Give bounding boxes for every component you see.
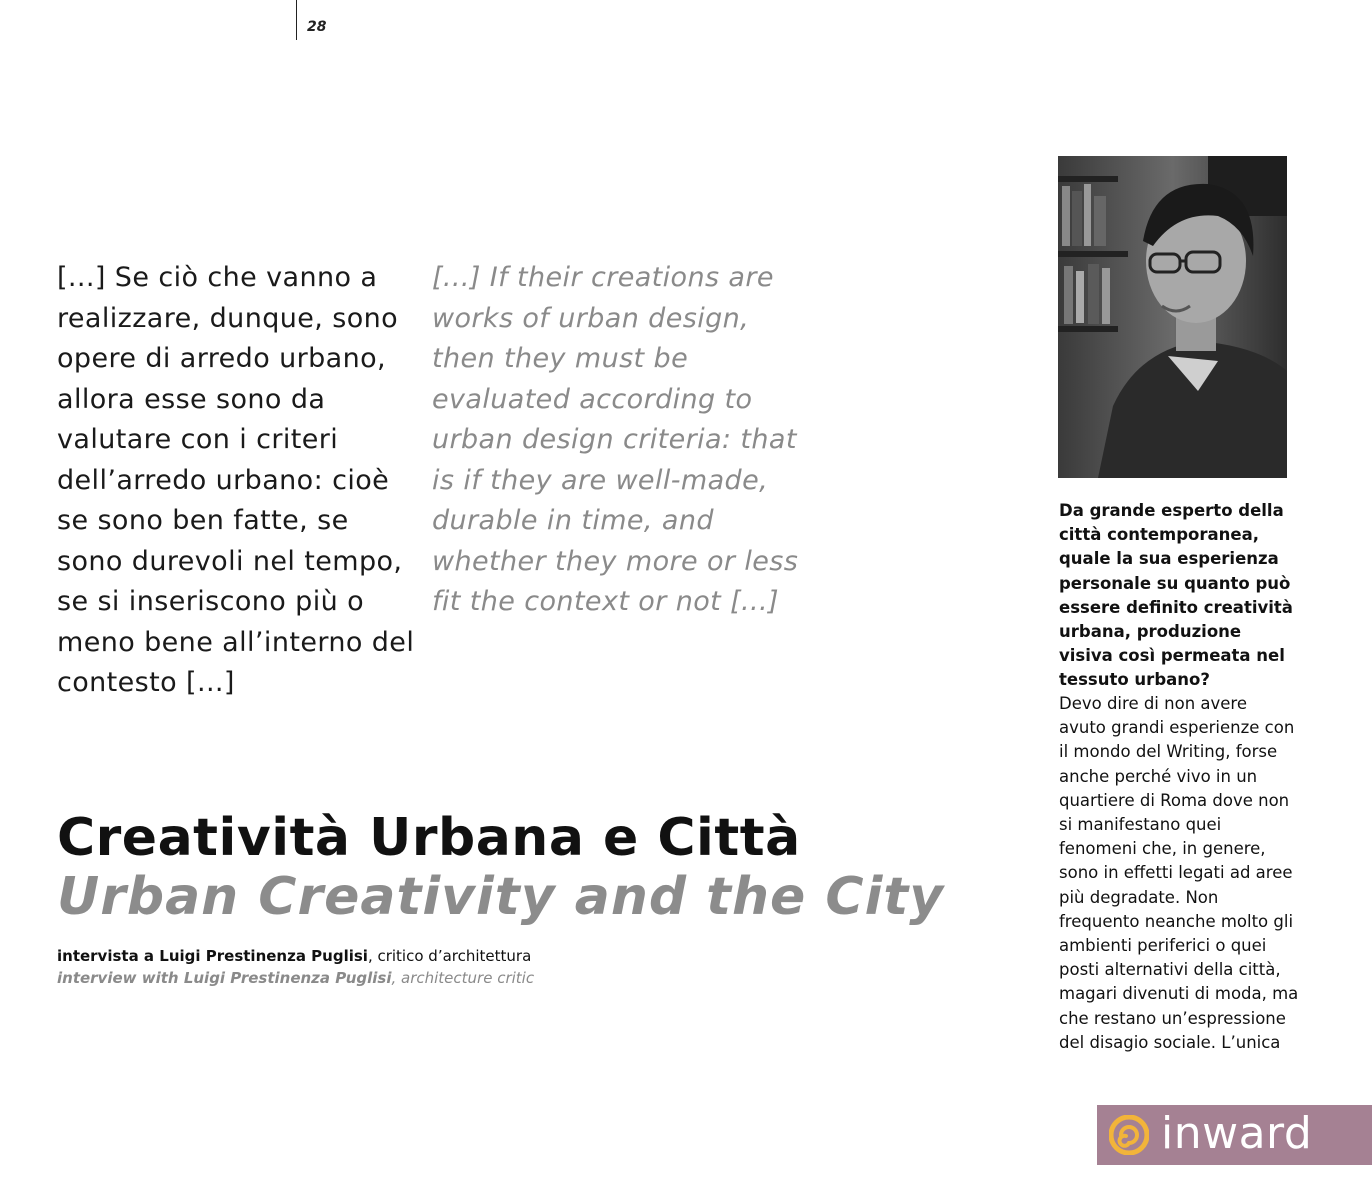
portrait-photo [1058,156,1287,478]
interview-answer: Devo dire di non avere avuto grandi esperienze con il mondo del Writing, forse anche perché vivo in un quartiere di Roma dove non si manifestano quei fenomeni che, in genere, sono in effetti legati ad aree più degradate. Non frequento neanche molto gli ambienti periferici o quei posti alternativi della città, magari divenuti di moda, ma che restano un’espressione del disagio sociale. L’unica [1059,694,1299,1052]
header-divider [296,0,297,40]
byline-italian [57,947,531,965]
pull-quote-italian: [...] Se ciò che vanno a realizzare, dunque, sono opere di arredo urbano, allora esse sono da valutare con i criteri dell’arredo urbano: cioè se sono ben fatte, se sono durevoli nel tempo, se si inseriscono più o meno bene all’interno del contesto [...] [57,262,415,698]
portrait-illustration [1058,156,1287,478]
page-header [0,0,400,45]
author-name: Luigi Prestinenza Puglisi [159,947,368,965]
inward-logo [1097,1105,1372,1165]
article-title-italian: Creatività Urbana e Città [57,808,801,868]
byline-prefix: intervista a [57,947,160,965]
author-role: , critico d’architettura [367,947,532,965]
spiral-icon [1109,1115,1149,1155]
interview-question: Da grande esperto della città contemporanea, quale la sua esperienza personale su quanto può essere definito creatività urbana, produzione visiva così permeata nel tessuto urbano? [1059,501,1293,690]
pull-quote-english: [...] If their creations are works of urban design, then they must be evaluated according to urban design criteria: that is if they are well-made, durable in time, and whether they more or less fit the context or not [...] [432,262,799,617]
author-name: Luigi Prestinenza Puglisi [183,969,392,987]
author-role: , architecture critic [391,969,535,987]
article-title-english: Urban Creativity and the City [57,867,945,927]
page-number: 28 [307,19,327,35]
logo-wordmark: inward [1161,1108,1313,1159]
byline-prefix: interview with [57,969,184,987]
byline-english [57,969,534,987]
